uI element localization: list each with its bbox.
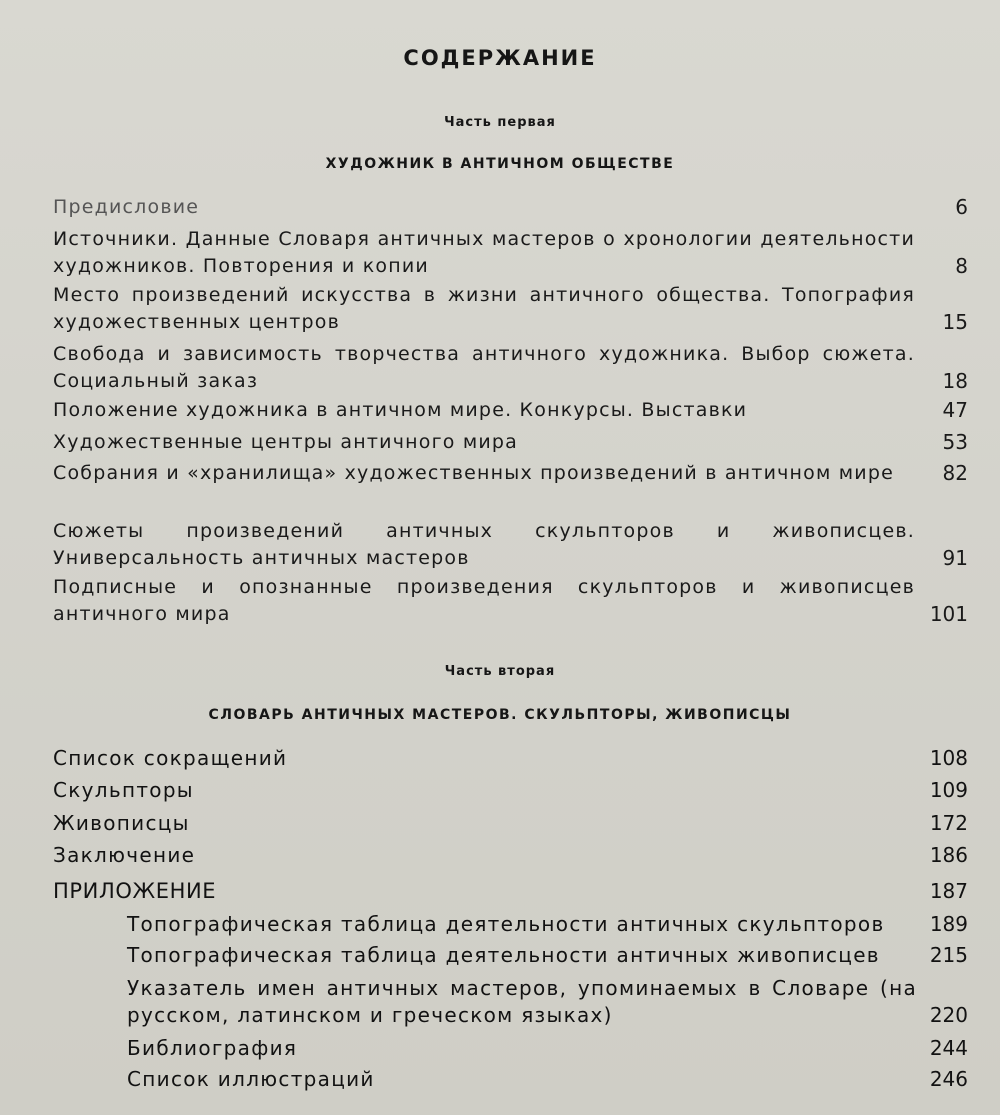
- toc-entry-page: 8: [955, 254, 968, 278]
- toc-entry: [53, 341, 968, 395]
- appendix-subentry: [127, 1035, 968, 1062]
- toc-entry-title: Источники. Данные Словаря античных мастеров о хронологии деятельности художников. Повторения и копии: [53, 228, 915, 277]
- toc-entry: [53, 194, 968, 221]
- toc-entry-page: 101: [929, 602, 968, 626]
- toc-entry-page: 246: [929, 1067, 968, 1091]
- toc-entry-title: Положение художника в античном мире. Конкурсы. Выставки: [53, 399, 748, 421]
- toc-entry-page: 47: [942, 398, 968, 422]
- toc-entry: [53, 397, 968, 424]
- toc-entry: [53, 518, 968, 572]
- part-one-heading: ХУДОЖНИК В АНТИЧНОМ ОБЩЕСТВЕ: [325, 156, 675, 172]
- appendix-entry: [53, 878, 968, 905]
- toc-entry-page: 244: [929, 1036, 968, 1060]
- toc-entry-page: 6: [955, 195, 968, 219]
- toc-entry-title: Топографическая таблица деятельности античных живописцев: [127, 943, 880, 967]
- appendix-page: 187: [929, 879, 968, 903]
- toc-entry: [53, 777, 968, 804]
- toc-entry: [53, 745, 968, 772]
- toc-entry-page: 109: [929, 778, 968, 802]
- toc-entry-title: Библиография: [127, 1036, 298, 1060]
- toc-entry-title: Предисловие: [53, 196, 200, 218]
- toc-entry-page: 108: [929, 746, 968, 770]
- toc-entry-page: 82: [942, 461, 968, 485]
- toc-entry: [53, 226, 968, 280]
- toc-entry-title: Сюжеты произведений античных скульпторов и живописцев. Универсальность античных мастеров: [53, 520, 915, 569]
- toc-entry-page: 15: [942, 310, 968, 334]
- toc-entry: [53, 282, 968, 336]
- part-two-label: Часть вторая: [444, 664, 556, 679]
- toc-entry-title: Указатель имен античных мастеров, упоминаемых в Словаре (на русском, латинском и греческом языках): [127, 976, 917, 1027]
- toc-entry: [53, 810, 968, 837]
- toc-entry-page: 189: [929, 912, 968, 936]
- toc-entry: [53, 842, 968, 869]
- toc-entry-title: Топографическая таблица деятельности античных скульпторов: [127, 912, 885, 936]
- toc-entry-page: 220: [929, 1003, 968, 1027]
- toc-entry: [53, 429, 968, 456]
- toc-entry: [53, 460, 968, 487]
- toc-entry-title: Подписные и опознанные произведения скульпторов и живописцев античного мира: [53, 576, 915, 625]
- toc-entry-title: Скульпторы: [53, 778, 194, 802]
- toc-entry-page: 91: [942, 546, 968, 570]
- toc-entry-title: Список иллюстраций: [127, 1067, 375, 1091]
- toc-entry-title: Место произведений искусства в жизни античного общества. Топография художественных центров: [53, 284, 915, 333]
- toc-entry-title: Художественные центры античного мира: [53, 431, 519, 453]
- toc-entry-title: Собрания и «хранилища» художественных произведений в античном мире: [53, 462, 894, 484]
- page-title: СОДЕРЖАНИЕ: [403, 46, 597, 70]
- toc-entry-page: 53: [942, 430, 968, 454]
- toc-entry-title: Список сокращений: [53, 746, 288, 770]
- toc-entry-page: 172: [929, 811, 968, 835]
- toc-entry-page: 18: [942, 369, 968, 393]
- toc-entry: [53, 574, 968, 628]
- appendix-subentry: [127, 942, 968, 969]
- toc-entry-title: Свобода и зависимость творчества античного художника. Выбор сюжета. Социальный заказ: [53, 343, 915, 392]
- toc-entry-page: 186: [929, 843, 968, 867]
- appendix-subentry: [127, 911, 968, 938]
- toc-entry-title: Заключение: [53, 843, 196, 867]
- appendix-subentry: [127, 1066, 968, 1093]
- part-two-heading: СЛОВАРЬ АНТИЧНЫХ МАСТЕРОВ. СКУЛЬПТОРЫ, ЖИВОПИСЦЫ: [208, 707, 792, 723]
- toc-entry-page: 215: [929, 943, 968, 967]
- part-one-label: Часть первая: [444, 115, 556, 130]
- toc-entry-title: Живописцы: [53, 811, 190, 835]
- appendix-title: ПРИЛОЖЕНИЕ: [53, 879, 217, 903]
- appendix-subentry: [127, 975, 968, 1029]
